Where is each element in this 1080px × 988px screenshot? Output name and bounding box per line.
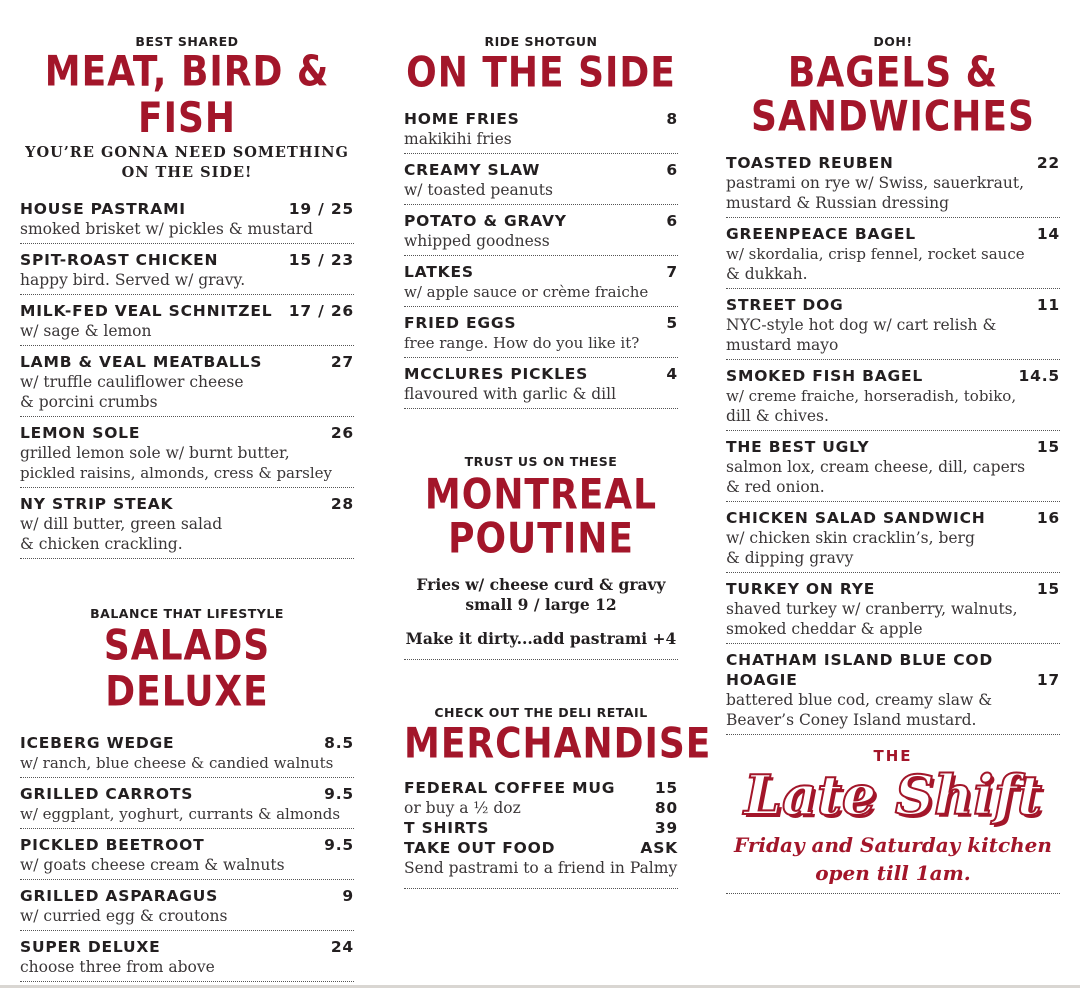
salads-title: SALADS DELUXE (103, 621, 271, 717)
merch-name: TAKE OUT FOOD (404, 839, 556, 857)
item-desc: w/ skordalia, crisp fennel, rocket sauce (726, 245, 1025, 263)
meat-title: MEAT, BIRD & FISH (44, 47, 330, 143)
poutine-line1: Fries w/ cheese curd & gravy (416, 575, 666, 594)
meat-subtitle-line2: ON THE SIDE! (121, 164, 253, 181)
meat-subtitle-line1: YOU’RE GONNA NEED SOMETHING (25, 144, 349, 161)
item-name: FRIED EGGS (404, 314, 517, 332)
item-name: CREAMY SLAW (404, 161, 541, 179)
merch-price: ASK (640, 839, 678, 857)
item-desc: makikihi fries (404, 130, 512, 148)
item-name: THE BEST UGLY (726, 438, 870, 456)
sides-title: ON THE SIDE (406, 48, 676, 98)
item-desc: & red onion. (726, 478, 825, 496)
item-desc: w/ toasted peanuts (404, 181, 553, 199)
column-middle (404, 0, 712, 889)
item-desc: happy bird. Served w/ gravy. (20, 271, 246, 289)
late-shift-title: Late Shift (743, 763, 1042, 827)
merch-name: T SHIRTS (404, 819, 490, 837)
merch-name: or buy a ½ doz (404, 799, 521, 817)
item-price: 14 (1036, 225, 1060, 243)
item-desc: dill & chives. (726, 407, 829, 425)
poutine-line2: small 9 / large 12 (465, 595, 617, 614)
item-name: SMOKED FISH BAGEL (726, 367, 924, 385)
item-desc: w/ goats cheese cream & walnuts (20, 856, 285, 874)
item-desc: pastrami on rye w/ Swiss, sauerkraut, (726, 174, 1025, 192)
column-right (726, 0, 1060, 894)
item-desc: mustard & Russian dressing (726, 194, 950, 212)
item-price: 5 (666, 314, 678, 332)
bagels-list (726, 153, 1060, 735)
menu-item (726, 650, 1060, 735)
item-price: 16 (1036, 509, 1060, 527)
poutine-kicker: TRUST US ON THESE (464, 454, 618, 469)
item-price: 26 (330, 424, 354, 442)
late-shift (726, 747, 1060, 894)
item-price: 6 (666, 161, 678, 179)
menu-item (20, 784, 354, 829)
item-price: 8 (666, 110, 678, 128)
item-desc: w/ apple sauce or crème fraiche (404, 283, 649, 301)
item-price: 14.5 (1018, 367, 1060, 385)
bagels-kicker: DOH! (873, 34, 913, 49)
sides-kicker: RIDE SHOTGUN (484, 34, 598, 49)
menu-item (20, 886, 354, 931)
merch-price: 39 (654, 819, 678, 837)
bagels-title-line2: SANDWICHES (751, 92, 1035, 142)
item-price: 19 / 25 (288, 200, 354, 218)
item-name: LATKES (404, 263, 474, 281)
merch-price: 80 (654, 799, 678, 817)
menu-item (726, 224, 1060, 289)
bagels-title-line1: BAGELS & (787, 48, 999, 98)
merch-row (404, 818, 678, 838)
item-price: 15 (1036, 438, 1060, 456)
item-name: CHATHAM ISLAND BLUE COD (726, 651, 994, 669)
item-desc: pickled raisins, almonds, cress & parsley (20, 464, 333, 482)
item-price: 17 (1036, 671, 1060, 689)
late-shift-the: THE (873, 747, 913, 765)
item-name: HOUSE PASTRAMI (20, 200, 186, 218)
menu-item (20, 423, 354, 488)
item-price: 15 / 23 (288, 251, 354, 269)
item-price: 6 (666, 212, 678, 230)
item-desc: smoked brisket w/ pickles & mustard (20, 220, 313, 238)
merch-list (404, 778, 678, 889)
merch-note: Send pastrami to a friend in Palmy (404, 859, 678, 877)
item-desc: w/ truffle cauliflower cheese (20, 373, 244, 391)
column-left (20, 0, 354, 988)
item-desc: flavoured with garlic & dill (404, 385, 617, 403)
item-desc: battered blue cod, creamy slaw & (726, 691, 993, 709)
item-name: TOASTED REUBEN (726, 154, 894, 172)
poutine-title-line1: MONTREAL (424, 470, 658, 520)
merch-row (404, 778, 678, 798)
menu-item (404, 109, 678, 154)
item-desc: w/ dill butter, green salad (20, 515, 223, 533)
sides-list (404, 109, 678, 409)
item-price: 28 (330, 495, 354, 513)
merch-row (404, 798, 678, 818)
menu-item (404, 211, 678, 256)
menu-item (20, 494, 354, 559)
item-desc: smoked cheddar & apple (726, 620, 923, 638)
menu-item (404, 313, 678, 358)
item-desc: NYC-style hot dog w/ cart relish & (726, 316, 997, 334)
item-desc: w/ ranch, blue cheese & candied walnuts (20, 754, 334, 772)
merch-row (404, 838, 678, 858)
merch-name: FEDERAL COFFEE MUG (404, 779, 616, 797)
item-name: STREET DOG (726, 296, 844, 314)
item-name: SPIT-ROAST CHICKEN (20, 251, 219, 269)
item-desc: w/ sage & lemon (20, 322, 152, 340)
item-name: LAMB & VEAL MEATBALLS (20, 353, 263, 371)
item-desc: free range. How do you like it? (404, 334, 640, 352)
item-name: GRILLED CARROTS (20, 785, 194, 803)
item-price: 11 (1036, 296, 1060, 314)
menu-item (20, 199, 354, 244)
item-price: 8.5 (324, 734, 354, 752)
item-name: NY STRIP STEAK (20, 495, 174, 513)
item-name: LEMON SOLE (20, 424, 141, 442)
item-desc: mustard mayo (726, 336, 839, 354)
item-price: 9 (342, 887, 354, 905)
item-desc: whipped goodness (404, 232, 550, 250)
late-shift-line2: open till 1am. (815, 861, 971, 885)
menu-item (404, 364, 678, 409)
menu-item (20, 301, 354, 346)
late-shift-line1: Friday and Saturday kitchen (734, 833, 1052, 857)
item-name: HOME FRIES (404, 110, 520, 128)
item-desc: grilled lemon sole w/ burnt butter, (20, 444, 290, 462)
item-price: 9.5 (324, 836, 354, 854)
poutine-line3: Make it dirty...add pastrami +4 (404, 629, 678, 660)
menu-item (726, 295, 1060, 360)
menu-item (726, 508, 1060, 573)
item-desc: & dipping gravy (726, 549, 854, 567)
item-price: 22 (1036, 154, 1060, 172)
item-name: CHICKEN SALAD SANDWICH (726, 509, 986, 527)
menu-item (20, 733, 354, 778)
item-name: MILK-FED VEAL SCHNITZEL (20, 302, 273, 320)
menu-item (20, 352, 354, 417)
item-name: ICEBERG WEDGE (20, 734, 175, 752)
item-name: PICKLED BEETROOT (20, 836, 205, 854)
menu-item (20, 835, 354, 880)
menu-item (726, 153, 1060, 218)
item-price: 9.5 (324, 785, 354, 803)
item-desc: & porcini crumbs (20, 393, 158, 411)
item-desc: choose three from above (20, 958, 215, 976)
menu-item (20, 937, 354, 982)
item-name: GREENPEACE BAGEL (726, 225, 916, 243)
merch-title: MERCHANDISE (404, 719, 712, 769)
item-price: 15 (1036, 580, 1060, 598)
item-desc: w/ creme fraiche, horseradish, tobiko, (726, 387, 1017, 405)
meat-kicker: BEST SHARED (135, 34, 239, 49)
item-name: POTATO & GRAVY (404, 212, 567, 230)
poutine-title-line2: POUTINE (448, 514, 634, 564)
item-price: 7 (666, 263, 678, 281)
salads-list (20, 733, 354, 982)
salads-kicker: BALANCE THAT LIFESTYLE (90, 606, 284, 621)
item-name: GRILLED ASPARAGUS (20, 887, 219, 905)
item-price: 27 (330, 353, 354, 371)
item-desc: salmon lox, cream cheese, dill, capers (726, 458, 1026, 476)
meat-subtitle (20, 143, 354, 183)
item-price: 17 / 26 (288, 302, 354, 320)
merch-kicker: CHECK OUT THE DELI RETAIL (434, 705, 648, 720)
merch-price: 15 (654, 779, 678, 797)
item-name: TURKEY ON RYE (726, 580, 876, 598)
item-name: HOAGIE (726, 671, 798, 689)
item-name: SUPER DELUXE (20, 938, 161, 956)
item-desc: w/ curried egg & croutons (20, 907, 228, 925)
item-desc: shaved turkey w/ cranberry, walnuts, (726, 600, 1018, 618)
item-price: 4 (666, 365, 678, 383)
item-desc: w/ chicken skin cracklin’s, berg (726, 529, 975, 547)
menu-item (726, 366, 1060, 431)
menu-item (726, 579, 1060, 644)
menu-item (20, 250, 354, 295)
menu-item (404, 262, 678, 307)
meat-list (20, 199, 354, 559)
item-desc: w/ eggplant, yoghurt, currants & almonds (20, 805, 341, 823)
item-desc: & dukkah. (726, 265, 808, 283)
item-name: MCCLURES PICKLES (404, 365, 589, 383)
menu-item (726, 437, 1060, 502)
menu-item (404, 160, 678, 205)
item-desc: & chicken crackling. (20, 535, 183, 553)
item-price: 24 (330, 938, 354, 956)
item-desc: Beaver’s Coney Island mustard. (726, 711, 977, 729)
